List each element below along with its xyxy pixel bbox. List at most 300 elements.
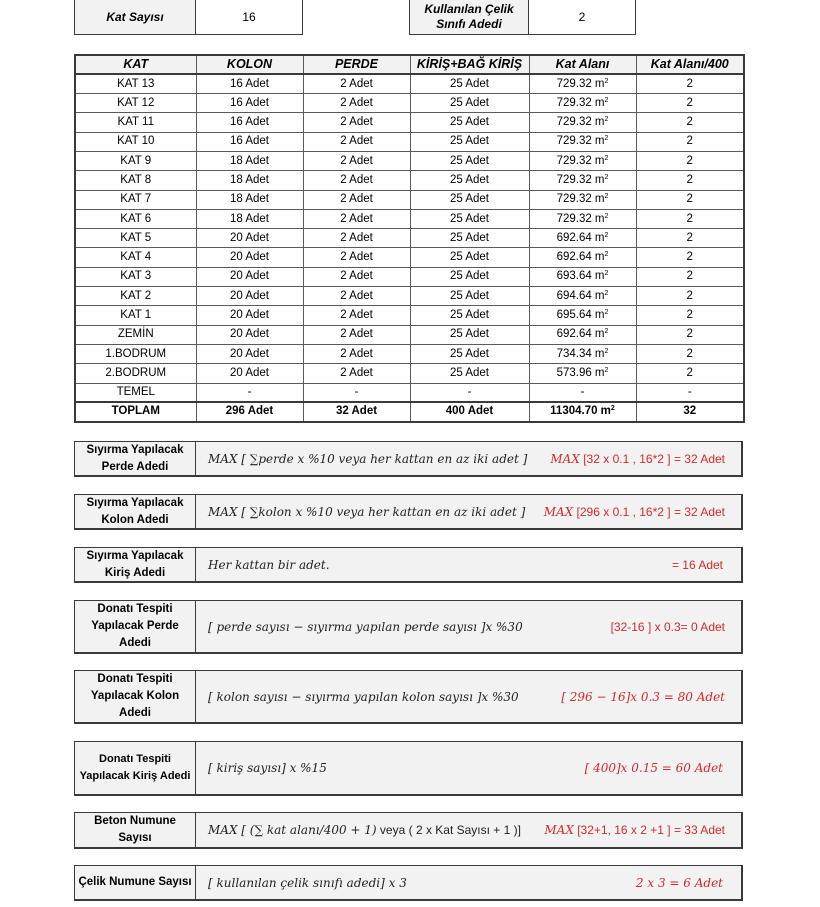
table-row [75,94,744,113]
cell-perde-text: 2 Adet [340,96,373,109]
cell-perde-text: - [354,385,359,398]
calc-result-italic: MAX [544,823,574,837]
col-header-kat-alani-400: Kat Alanı/400 [636,55,744,74]
cell-perde-text: 2 Adet [340,212,373,225]
cell-kolon [196,151,303,170]
cell-kat-alani-text: 692.64 m [556,328,605,341]
cell-kiris-text: 25 Adet [449,347,489,360]
calc-panel [74,670,743,724]
calc-result-italic: MAX [550,451,580,466]
calc-panel-label: Sıyırma Yapılacak Perde Adedi [75,442,196,475]
table-row [75,344,744,363]
cell-kolon [196,325,303,344]
cell-kat-alani [529,151,636,170]
cell-kat-text: KAT 9 [120,154,152,167]
cell-perde-text: 2 Adet [340,77,373,90]
cell-kat-alani-400-text: 2 [686,366,693,379]
cell-kat-alani [529,344,636,363]
cell-kat-text: KAT 6 [120,212,152,225]
cell-kolon [196,229,303,248]
cell-kolon-text: 20 Adet [229,289,269,302]
cell-kat [75,74,196,93]
area-unit-superscript: 2 [604,193,609,201]
calc-result [585,761,723,775]
calc-result [544,823,725,837]
cell-kat [75,402,196,421]
cell-kat-alani-400-text: 2 [686,116,693,129]
cell-kolon-text: 20 Adet [229,309,269,321]
cell-kat-alani-text: 734.34 m [556,347,605,360]
area-unit-superscript: 2 [604,154,609,162]
cell-perde-text: 2 Adet [340,289,373,302]
cell-kat-alani-400 [636,267,744,286]
cell-perde-text: 2 Adet [340,231,373,244]
cell-kat-alani-400 [636,383,744,402]
calc-panel-body [196,742,741,794]
calc-formula [208,620,523,634]
cell-kat-alani [529,74,636,93]
area-unit-superscript: 2 [604,289,609,297]
calc-panel-body [196,671,741,722]
cell-kiris-text: 25 Adet [449,173,489,186]
area-unit-superscript: 2 [610,405,615,413]
cell-kat [75,364,196,383]
calc-result [544,505,725,519]
cell-kat-alani-400-text: 2 [686,270,693,283]
calc-panel-body [196,601,741,652]
cell-kat-alani-400 [636,113,744,132]
cell-kat-alani-text: 695.64 m [556,309,605,321]
cell-kiris [410,344,529,363]
cell-kat-alani [529,325,636,344]
celik-sinifi-box [409,0,636,35]
cell-kat-alani [529,248,636,267]
cell-kat [75,209,196,228]
calc-formula [208,558,330,572]
cell-kolon-text: - [247,385,252,398]
cell-kat-alani [529,267,636,286]
cell-perde-text: 2 Adet [340,251,373,264]
cell-kolon [196,248,303,267]
calc-panel-label: Donatı Tespiti Yapılacak Kiriş Adedi [75,742,196,794]
calc-panel-body [196,813,741,847]
cell-perde [303,113,410,132]
calc-result-text: [32-16 ] x 0.3= 0 Adet [610,619,725,634]
calc-formula-text: [ kullanılan çelik sınıfı adedi] x 3 [208,875,407,890]
cell-kat-alani-400-text: 2 [686,231,693,244]
cell-perde [303,364,410,383]
cell-perde-text: 2 Adet [340,270,373,283]
table-row [75,287,744,306]
cell-kat-text: KAT 8 [120,173,152,186]
cell-kat-alani-400 [636,306,744,325]
cell-kat-alani [529,383,636,402]
cell-kat [75,248,196,267]
cell-kiris [410,402,529,421]
cell-kiris-text: 25 Adet [449,309,489,321]
cell-perde-text: 2 Adet [340,135,373,148]
cell-perde-text: 2 Adet [340,328,373,341]
cell-kolon [196,132,303,151]
cell-kolon [196,364,303,383]
table-row [75,132,744,151]
cell-kat [75,151,196,170]
cell-kat-text: ZEMİN [117,328,154,341]
cell-kat-text: KAT 2 [120,289,152,302]
cell-kolon [196,74,303,93]
calc-panel [74,547,743,583]
cell-kat [75,94,196,113]
area-unit-superscript: 2 [604,77,609,85]
table-row [75,267,744,286]
cell-kat-alani-400 [636,132,744,151]
cell-kolon-text: 18 Adet [229,173,269,186]
col-header-kiris: KİRİŞ+BAĞ KİRİŞ [410,55,529,74]
area-unit-superscript: 2 [604,366,609,374]
cell-perde [303,267,410,286]
cell-kiris-text: 25 Adet [449,270,489,283]
cell-kat-alani [529,113,636,132]
cell-kolon [196,383,303,402]
cell-kat-alani-400-text: 2 [686,96,693,109]
cell-kiris-text: 25 Adet [449,193,489,206]
table-row [75,171,744,190]
cell-kat-text: KAT 3 [120,270,152,283]
calc-result-text: [32+1, 16 x 2 +1 ] = 33 Adet [573,823,725,837]
cell-kat-alani [529,364,636,383]
cell-kat-text: KAT 5 [120,231,152,244]
cell-perde [303,151,410,170]
cell-kolon-text: 16 Adet [229,77,269,90]
cell-kiris-text: 25 Adet [449,289,489,302]
cell-perde [303,344,410,363]
cell-kolon-text: 20 Adet [229,328,269,341]
cell-kiris-text: 25 Adet [449,135,489,148]
calc-formula [208,876,407,890]
calc-result-italic: 2 x 3 = 6 Adet [635,875,723,890]
area-unit-superscript: 2 [604,309,609,316]
kat-sayisi-label: Kat Sayısı [75,0,196,34]
cell-kolon-text: 296 Adet [225,405,274,418]
area-unit-superscript: 2 [604,347,609,355]
calc-panel-body [196,866,741,899]
cell-kolon [196,190,303,209]
table-header-row [75,55,744,74]
cell-kat-alani-400-text: 2 [686,77,693,90]
cell-kat-alani-400 [636,229,744,248]
cell-kat-alani-400-text: 32 [683,405,697,418]
cell-kolon-text: 16 Adet [229,96,269,109]
area-unit-superscript: 2 [604,135,609,143]
cell-perde [303,248,410,267]
calc-formula-text: [ perde sayısı − sıyırma yapılan perde sayısı ]x %30 [208,619,523,634]
table-row [75,364,744,383]
cell-kat-text: KAT 1 [120,309,152,321]
cell-kat-alani-400 [636,151,744,170]
cell-kat-text: KAT 12 [117,96,155,109]
calc-formula [208,761,327,775]
cell-perde [303,190,410,209]
cell-kat-alani-400-text: 2 [686,309,693,321]
cell-kolon [196,306,303,325]
cell-kat-alani-400 [636,74,744,93]
cell-perde [303,171,410,190]
table-row [75,229,744,248]
calc-panel-label: Sıyırma Yapılacak Kolon Adedi [75,495,196,528]
cell-perde [303,306,410,325]
cell-kiris [410,325,529,344]
cell-kolon-text: 16 Adet [229,135,269,148]
cell-kiris-text: 25 Adet [449,77,489,90]
cell-kat-alani-400-text: 2 [686,193,693,206]
cell-kiris [410,383,529,402]
cell-kat-alani [529,306,636,325]
cell-kat-alani-text: 729.32 m [556,212,605,225]
table-row [75,74,744,93]
cell-kiris-text: 25 Adet [449,366,489,379]
area-unit-superscript: 2 [604,251,609,259]
calc-formula-plain-text: veya ( 2 x Kat Sayısı + 1 )] [376,823,521,837]
cell-kiris-text: 400 Adet [445,405,494,418]
cell-perde [303,402,410,421]
calc-formula-text: MAX [ ∑perde x %10 veya her kattan en az iki adet ] [208,451,528,466]
cell-kiris-text: 25 Adet [449,116,489,129]
area-unit-superscript: 2 [604,173,609,181]
cell-kolon-text: 20 Adet [229,251,269,264]
calc-formula-text: Her kattan bir adet. [208,557,330,572]
cell-perde [303,74,410,93]
area-unit-superscript: 2 [604,231,609,239]
kat-sayisi-box [74,0,303,35]
calc-panel [74,741,743,796]
cell-kat-alani-text: 692.64 m [556,251,605,264]
calc-panel [74,812,743,849]
cell-kat-text: TOPLAM [111,405,160,418]
calc-panel-body [196,442,741,475]
cell-kolon [196,267,303,286]
cell-kolon [196,209,303,228]
cell-kolon [196,113,303,132]
table-row [75,151,744,170]
cell-perde [303,229,410,248]
cell-kiris [410,113,529,132]
cell-kat [75,344,196,363]
cell-kiris [410,209,529,228]
cell-perde-text: 2 Adet [340,116,373,129]
table-row [75,306,744,325]
cell-perde-text: 32 Adet [335,405,378,418]
calc-panel-label: Beton Numune Sayısı [75,813,196,847]
cell-kat-text: 1.BODRUM [105,347,167,360]
calc-panel-body [196,495,741,528]
cell-kat-alani-text: 729.32 m [556,77,605,90]
calc-panel-label: Donatı Tespiti Yapılacak Perde Adedi [75,601,196,652]
cell-kiris-text: 25 Adet [449,231,489,244]
calc-result-italic: MAX [543,504,574,519]
cell-perde [303,287,410,306]
cell-kat-alani-text: 729.32 m [556,154,605,167]
celik-sinifi-label: Kullanılan Çelik Sınıfı Adedi [410,0,529,34]
cell-kiris-text: 25 Adet [449,154,489,167]
calc-result [561,690,725,704]
calc-formula-text: [ kiriş sayısı] x %15 [208,761,327,775]
cell-kat [75,132,196,151]
cell-kat-alani-text: 729.32 m [556,116,605,129]
cell-kat-alani-400-text: 2 [686,173,693,186]
cell-kat-text: KAT 4 [120,251,152,264]
cell-kat-alani-text: - [580,385,585,398]
cell-kiris-text: - [467,385,472,398]
cell-kat-alani-text: 692.64 m [556,231,605,244]
cell-kat-alani-text: 729.32 m [556,135,605,148]
cell-perde [303,94,410,113]
cell-kat [75,325,196,344]
cell-kat-alani-400-text: 2 [686,328,693,341]
table-row [75,190,744,209]
calc-result-italic: [ 296 − 16]x 0.3 = 80 Adet [561,689,725,704]
cell-perde [303,132,410,151]
col-header-kat-alani: Kat Alanı [529,55,636,74]
col-header-perde: PERDE [303,55,410,74]
table-row [75,113,744,132]
kat-sayisi-value[interactable]: 16 [196,0,302,34]
calc-panel [74,441,743,477]
area-unit-superscript: 2 [604,212,609,220]
calc-formula [208,505,525,519]
cell-kiris [410,171,529,190]
cell-kat-text: KAT 13 [117,77,155,90]
cell-kat [75,113,196,132]
cell-kolon-text: 20 Adet [229,231,269,244]
cell-kat-alani [529,209,636,228]
cell-kolon [196,287,303,306]
cell-kat-text: KAT 7 [120,193,152,206]
cell-kat-alani-400-text: - [687,385,692,398]
cell-kiris [410,229,529,248]
cell-kat [75,306,196,325]
cell-kat-alani-text: 11304.70 m [550,405,611,418]
cell-kiris [410,74,529,93]
calc-result [550,452,725,466]
cell-kat-alani-400 [636,94,744,113]
cell-kat-alani-400 [636,190,744,209]
cell-kat-text: 2.BODRUM [105,366,167,379]
calc-panel-body [196,548,741,581]
calc-panel [74,600,743,654]
cell-kiris [410,190,529,209]
calc-result [611,620,725,634]
cell-kat-alani-400 [636,248,744,267]
cell-kat-alani-400 [636,209,744,228]
cell-kat [75,267,196,286]
col-header-kat: KAT [75,55,196,74]
cell-kolon-text: 20 Adet [229,366,269,379]
cell-kat [75,229,196,248]
cell-kat-alani-400 [636,402,744,421]
cell-kat-alani [529,229,636,248]
calc-result-text: [32 x 0.1 , 16*2 ] = 32 Adet [579,451,725,466]
cell-perde-text: 2 Adet [340,193,373,206]
cell-kolon-text: 16 Adet [229,116,269,129]
cell-kat [75,171,196,190]
cell-kolon-text: 18 Adet [229,193,269,206]
cell-perde-text: 2 Adet [340,154,373,167]
table-row [75,383,744,402]
cell-kolon [196,402,303,421]
cell-kiris [410,94,529,113]
cell-kat-alani [529,402,636,421]
table-row [75,248,744,267]
cell-kat-alani [529,190,636,209]
cell-kolon-text: 20 Adet [229,270,269,283]
cell-kolon-text: 18 Adet [229,154,269,167]
cell-kat-alani-text: 729.32 m [556,193,605,206]
cell-kat [75,383,196,402]
cell-kat-alani-400-text: 2 [686,347,693,360]
area-unit-superscript: 2 [604,270,609,278]
table-row [75,209,744,228]
cell-kat [75,190,196,209]
cell-kiris-text: 25 Adet [449,212,489,225]
calc-panel [74,494,743,530]
calc-formula-text: [ kolon sayısı − sıyırma yapılan kolon sayısı ]x %30 [208,689,519,704]
cell-kat-text: KAT 10 [117,135,155,148]
cell-kat-text: KAT 11 [117,116,154,129]
cell-kat-alani-400-text: 2 [686,135,693,148]
calc-panel-label: Çelik Numune Sayısı [75,866,196,899]
cell-perde-text: 2 Adet [340,173,373,186]
cell-kat-alani-400 [636,344,744,363]
calc-panel [74,865,743,901]
celik-sinifi-value[interactable]: 2 [529,0,635,34]
cell-kat [75,287,196,306]
cell-kiris-text: 25 Adet [449,328,489,341]
cell-perde-text: 2 Adet [340,366,373,379]
cell-kat-alani-400-text: 2 [686,154,693,167]
cell-kiris [410,132,529,151]
calc-panel-label: Sıyırma Yapılacak Kiriş Adedi [75,548,196,581]
cell-kat-alani-400-text: 2 [686,212,693,225]
cell-kat-alani-text: 693.64 m [556,270,605,283]
calc-result-text: [296 x 0.1 , 16*2 ] = 32 Adet [573,504,725,519]
calc-panel-label: Donatı Tespiti Yapılacak Kolon Adedi [75,671,196,722]
area-unit-superscript: 2 [604,96,609,104]
calc-formula [208,823,521,837]
cell-kat-alani-text: 573.96 m [556,366,605,379]
calc-result-italic: [ 400]x 0.15 = 60 Adet [584,761,723,775]
cell-kat-alani-400-text: 2 [686,289,693,302]
cell-perde [303,383,410,402]
cell-perde [303,209,410,228]
cell-kolon [196,344,303,363]
cell-kat-alani-400-text: 2 [686,251,693,264]
table-total-row [75,402,744,421]
cell-kiris-text: 25 Adet [449,96,489,109]
cell-kiris [410,306,529,325]
calc-formula [208,452,527,466]
cell-kiris [410,267,529,286]
cell-perde-text: 2 Adet [340,347,373,360]
cell-kolon [196,171,303,190]
cell-kiris [410,287,529,306]
calc-result [672,558,723,572]
cell-perde [303,325,410,344]
cell-kiris [410,364,529,383]
cell-kat-text: TEMEL [116,385,155,398]
cell-perde-text: 2 Adet [340,309,373,321]
col-header-kolon: KOLON [196,55,303,74]
cell-kat-alani-400 [636,287,744,306]
